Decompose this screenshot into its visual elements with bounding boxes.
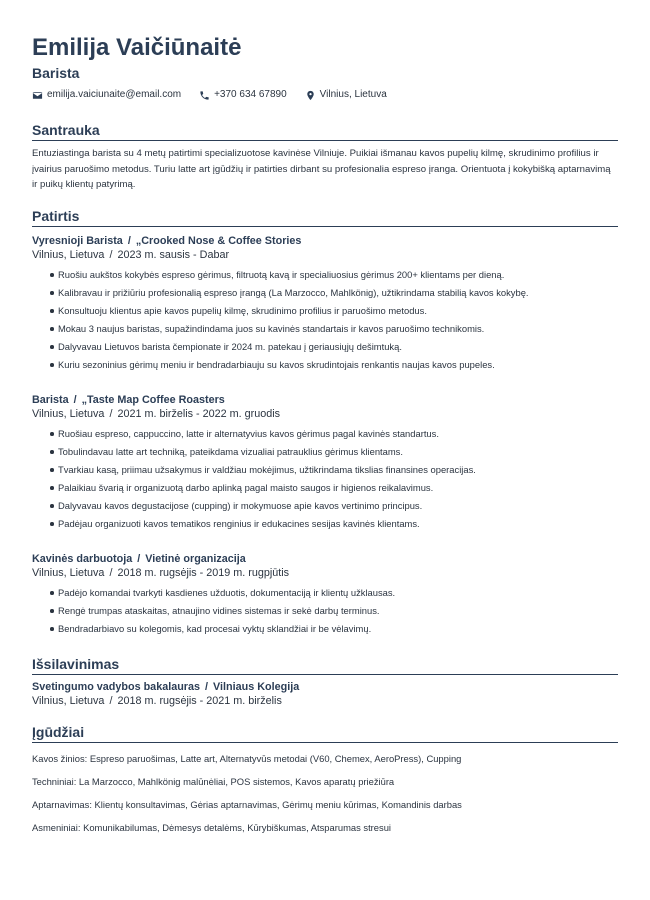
contact-bar [32, 88, 618, 102]
job-bullet: Kalibravau ir prižiūriu profesionalią espreso įrangą (La Marzocco, Mahlkönig), užtikrindama stabilią kavos kokybę. [58, 284, 618, 302]
phone-text: +370 634 67890 [214, 89, 287, 100]
job-bullets [32, 584, 618, 638]
education-heading: Išsilavinimas [32, 655, 618, 675]
phone-icon [199, 90, 210, 101]
job-bullet: Ruošiau espreso, cappuccino, latte ir alternatyvius kavos gėrimus pagal kavinės standartus. [58, 425, 618, 443]
experience-section [32, 207, 618, 638]
job-bullet: Kuriu sezoninius gėrimų meniu ir bendradarbiauju su kavos skrudintojais renkantis naujas kavos pupeles. [58, 356, 618, 374]
skills-heading: Įgūdžiai [32, 723, 618, 743]
summary-section [32, 121, 618, 193]
job-company: „Taste Map Coffee Roasters [81, 393, 225, 406]
job-bullet: Dalyvavau Lietuvos barista čempionate ir 2024 m. patekau į geriausiųjų dešimtuką. [58, 338, 618, 356]
job-bullet: Tobulindavau latte art techniką, pateikdama vizualiai patrauklius gėrimus klientams. [58, 443, 618, 461]
skill-line: Kavos žinios: Espreso paruošimas, Latte art, Alternatyvūs metodai (V60, Chemex, AeroPress), Cupping [32, 752, 462, 764]
job-bullet: Tvarkiau kasą, priimau užsakymus ir valdžiau mokėjimus, užtikrindama tikslias finansines operacijas. [58, 461, 618, 479]
job-dates: 2018 m. rugsėjis - 2019 m. rugpjūtis [117, 566, 290, 579]
education-school: Vilniaus Kolegija [213, 680, 300, 693]
candidate-role: Barista [32, 65, 80, 81]
job-bullet: Ruošiu aukštos kokybės espreso gėrimus, filtruotą kavą ir specialiuosius gėrimus 200+ klientams per dieną. [58, 266, 618, 284]
job-meta: Vilnius, Lietuva / 2021 m. birželis - 2022 m. gruodis [32, 407, 281, 420]
job-meta: Vilnius, Lietuva / 2023 m. sausis - Dabar [32, 248, 230, 261]
job-dates: 2021 m. birželis - 2022 m. gruodis [117, 407, 281, 420]
job-position: Barista [32, 393, 69, 406]
summary-heading: Santrauka [32, 121, 618, 141]
job-bullet: Dalyvavau kavos degustacijose (cupping) ir mokymuose apie kavos vertinimo principus. [58, 497, 618, 515]
job-heading: Kavinės darbuotoja / Vietinė organizacija [32, 552, 246, 565]
job-location: Vilnius, Lietuva [32, 248, 105, 261]
email-text: emilija.vaiciunaite@email.com [47, 89, 182, 100]
education-section [32, 655, 618, 709]
job-location: Vilnius, Lietuva [32, 566, 105, 579]
job-bullet: Rengė trumpas ataskaitas, atnaujino vidines sistemas ir sekė darbų terminus. [58, 602, 618, 620]
education-meta: Vilnius, Lietuva / 2018 m. rugsėjis - 2021 m. birželis [32, 694, 282, 707]
experience-heading: Patirtis [32, 207, 618, 227]
job-meta: Vilnius, Lietuva / 2018 m. rugsėjis - 2019 m. rugpjūtis [32, 566, 290, 579]
education-degree: Svetingumo vadybos bakalauras [32, 680, 201, 693]
location-text: Vilnius, Lietuva [319, 89, 387, 100]
skills-section [32, 723, 618, 834]
job-heading: Vyresnioji Barista / „Crooked Nose & Coffee Stories [32, 234, 302, 247]
job-dates: 2023 m. sausis - Dabar [117, 248, 230, 261]
summary-text: Entuziastinga barista su 4 metų patirtimi specializuotose kavinėse Vilniuje. Puikiai išmanau kavos pupelių kilmę, skrudinimo profilius ir įvairius paruošimo metodus. Turiu latte art įgūdžių ir patirties dirbant su profesionalia espreso įranga. Orientuota į kokybišką aptarnavimą ir puikų klientų patyrimą. [32, 148, 611, 190]
job-entry [32, 552, 618, 638]
location-pin-icon [305, 90, 316, 101]
job-location: Vilnius, Lietuva [32, 407, 105, 420]
job-entry [32, 393, 618, 533]
job-position: Vyresnioji Barista [32, 234, 123, 247]
job-bullet: Mokau 3 naujus baristas, supažindindama juos su kavinės standartais ir kavos paruošimo technikomis. [58, 320, 618, 338]
job-bullet: Bendradarbiavo su kolegomis, kad procesai vyktų sklandžiai ir be vėlavimų. [58, 620, 618, 638]
candidate-name: Emilija Vaičiūnaitė [32, 34, 242, 61]
education-heading-line: Svetingumo vadybos bakalauras / Vilniaus Kolegija [32, 680, 300, 693]
education-entry [32, 680, 618, 709]
contact-phone[interactable] [199, 88, 287, 102]
skill-line: Techniniai: La Marzocco, Mahlkönig malūnėliai, POS sistemos, Kavos aparatų priežiūra [32, 775, 395, 787]
contact-location [305, 88, 387, 102]
job-heading: Barista / „Taste Map Coffee Roasters [32, 393, 225, 406]
job-company: „Crooked Nose & Coffee Stories [135, 234, 302, 247]
job-bullet: Palaikiau švarią ir organizuotą darbo aplinką pagal maisto saugos ir higienos reikalavimus. [58, 479, 618, 497]
resume-header [32, 34, 618, 102]
contact-email[interactable] [32, 88, 181, 102]
job-bullet: Padėjau organizuoti kavos tematikos renginius ir edukacines sesijas kavinės klientams. [58, 515, 618, 533]
job-bullet: Konsultuoju klientus apie kavos pupelių kilmę, skrudinimo profilius ir paruošimo metodus. [58, 302, 618, 320]
job-bullets [32, 266, 618, 374]
skill-line: Aptarnavimas: Klientų konsultavimas, Gėrias aptarnavimas, Gėrimų meniu kūrimas, Komandinis darbas [32, 798, 462, 810]
job-position: Kavinės darbuotoja [32, 552, 133, 565]
job-bullets [32, 425, 618, 533]
job-company: Vietinė organizacija [145, 552, 246, 565]
email-icon [32, 90, 43, 101]
education-dates: 2018 m. rugsėjis - 2021 m. birželis [117, 694, 282, 707]
job-entry [32, 234, 618, 374]
job-bullet: Padėjo komandai tvarkyti kasdienes užduotis, dokumentaciją ir klientų užklausas. [58, 584, 618, 602]
skill-line: Asmeniniai: Komunikabilumas, Dėmesys detalėms, Kūrybiškumas, Atsparumas stresui [32, 821, 391, 833]
education-location: Vilnius, Lietuva [32, 694, 105, 707]
